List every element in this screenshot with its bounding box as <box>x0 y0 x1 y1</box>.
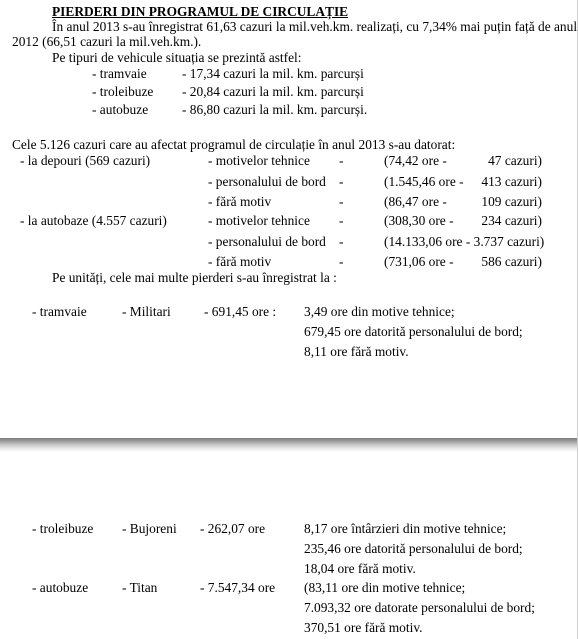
unit-total: - 7.547,34 ore <box>200 580 276 595</box>
page-break-separator <box>0 438 578 452</box>
unit-detail: 8,17 ore întârzieri din motive tehnice; <box>304 521 507 536</box>
unit-vehicle-type: - autobuze <box>32 580 89 595</box>
unit-detail: 370,51 ore fără motiv. <box>304 620 423 635</box>
hours: (74,42 ore - <box>384 153 447 168</box>
unit-name: - Titan <box>122 580 158 595</box>
dash: - <box>339 194 344 209</box>
group-label: - la depouri (569 cazuri) <box>20 153 151 168</box>
cases: 413 cazuri) <box>481 174 542 189</box>
vehicle-type-value: - 20,84 cazuri la mil. km. parcurși <box>182 84 364 99</box>
reason: - motivelor tehnice <box>208 153 310 168</box>
unit-detail: 235,46 ore datorită personalului de bord; <box>304 541 523 556</box>
reason: - personalului de bord <box>208 174 326 189</box>
dash: - <box>339 174 344 189</box>
unit-name: - Militari <box>122 304 171 319</box>
reason: - motivelor tehnice <box>208 213 310 228</box>
cases: 586 cazuri) <box>481 254 542 269</box>
hours: (1.545,46 ore - <box>384 174 464 189</box>
reason: - fără motiv <box>208 194 272 209</box>
vehicle-type-name: - autobuze <box>92 102 149 117</box>
reason: - personalului de bord <box>208 234 326 249</box>
intro-line-2: 2012 (66,51 cazuri la mil.veh.km.). <box>12 34 202 49</box>
hours: (86,47 ore - <box>384 194 447 209</box>
hours: (731,06 ore - <box>384 254 454 269</box>
dash: - <box>339 153 344 168</box>
vehicle-type-value: - 86,80 cazuri la mil. km. parcurși. <box>182 102 368 117</box>
unit-total: - 691,45 ore : <box>204 304 277 319</box>
unit-detail: 3,49 ore din motive tehnice; <box>304 304 455 319</box>
section-title: PIERDERI DIN PROGRAMUL DE CIRCULAȚIE <box>52 4 349 19</box>
vehicle-type-name: - tramvaie <box>92 66 147 81</box>
unit-detail: 8,11 ore fără motiv. <box>304 344 409 359</box>
unit-vehicle-type: - tramvaie <box>32 304 87 319</box>
unit-name: - Bujoreni <box>122 521 177 536</box>
reason: - fără motiv <box>208 254 272 269</box>
cases: 234 cazuri) <box>481 213 542 228</box>
unit-detail: 18,04 ore fără motiv. <box>304 561 416 576</box>
vehicle-type-value: - 17,34 cazuri la mil. km. parcurși <box>182 66 364 81</box>
unit-detail: 679,45 ore datorită personalului de bord; <box>304 324 523 339</box>
dash: - <box>339 234 344 249</box>
dash: - <box>339 254 344 269</box>
vehicle-types-intro: Pe tipuri de vehicule situația se prezintă astfel: <box>52 50 302 65</box>
hours: (14.133,06 ore - 3.737 cazuri) <box>384 234 545 249</box>
cases-intro: Cele 5.126 cazuri care au afectat programul de circulație în anul 2013 s-au datorat: <box>12 137 456 152</box>
cases: 109 cazuri) <box>481 194 542 209</box>
group-label: - la autobaze (4.557 cazuri) <box>20 213 167 228</box>
unit-detail: (83,11 ore din motive tehnice; <box>304 580 466 595</box>
unit-detail: 7.093,32 ore datorate personalului de bord; <box>304 600 535 615</box>
units-intro: Pe unități, cele mai multe pierderi s-au înregistrat la : <box>52 270 337 285</box>
unit-vehicle-type: - troleibuze <box>32 521 94 536</box>
vehicle-type-name: - troleibuze <box>92 84 154 99</box>
dash: - <box>339 213 344 228</box>
hours: (308,30 ore - <box>384 213 454 228</box>
cases: 47 cazuri) <box>488 153 542 168</box>
intro-line-1: În anul 2013 s-au înregistrat 61,63 cazuri la mil.veh.km. realizați, cu 7,34% mai puțin față de anul <box>52 19 578 34</box>
unit-total: - 262,07 ore <box>200 521 266 536</box>
